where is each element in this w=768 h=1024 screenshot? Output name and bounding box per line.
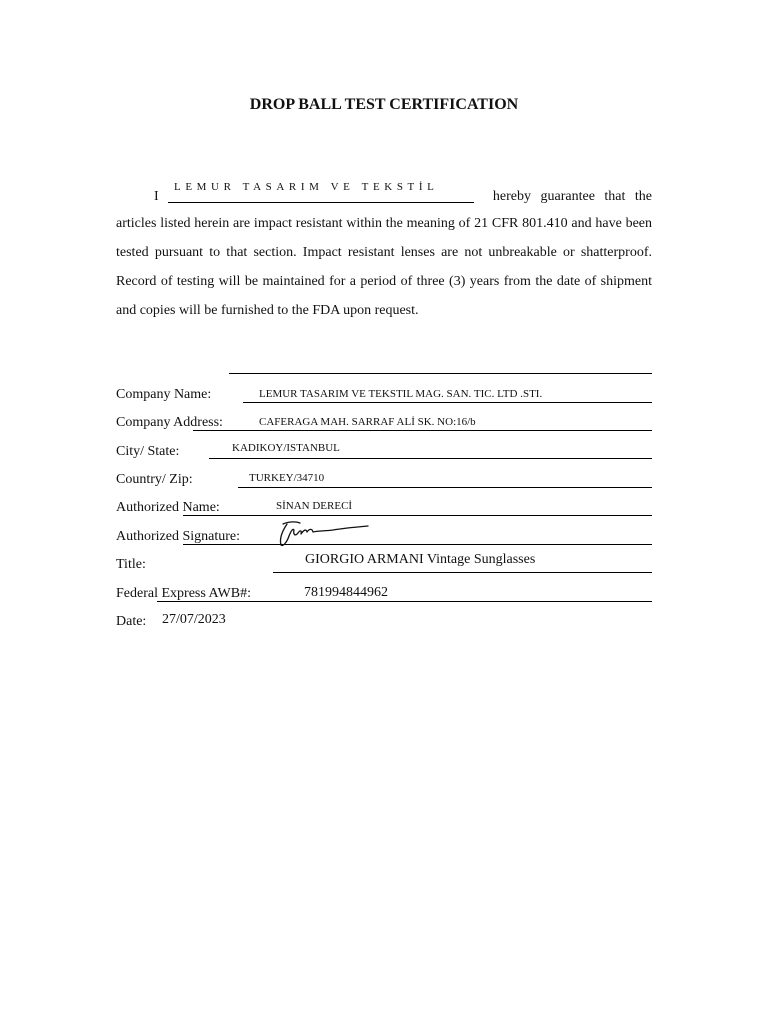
country-zip-underline: [238, 487, 652, 488]
date-value: 27/07/2023: [162, 612, 226, 627]
title-value: GIORGIO ARMANI Vintage Sunglasses: [305, 552, 536, 567]
fedex-awb-value: 781994844962: [304, 585, 388, 600]
company-name-label: Company Name:: [116, 387, 212, 402]
guarantor-name-underline: [168, 202, 474, 203]
city-state-label: City/ State:: [116, 444, 180, 459]
guarantee-paragraph: [116, 180, 652, 325]
guarantee-prefix: I: [154, 189, 159, 204]
signature-image: [273, 518, 373, 548]
guarantor-name: LEMUR TASARIM VE TEKSTİL: [174, 181, 439, 193]
title-underline: [273, 572, 652, 573]
company-name-value: LEMUR TASARIM VE TEKSTIL MAG. SAN. TIC. LTD .STI.: [259, 388, 543, 400]
authorized-name-value: SİNAN DERECİ: [276, 500, 353, 512]
document-title: DROP BALL TEST CERTIFICATION: [249, 96, 519, 113]
company-address-underline: [193, 430, 652, 431]
country-zip-label: Country/ Zip:: [116, 472, 193, 487]
guarantee-suffix: hereby guarantee that the: [492, 189, 652, 204]
company-address-label: Company Address:: [116, 415, 223, 430]
city-state-underline: [209, 458, 652, 459]
guarantee-body: articles listed herein are impact resistant within the meaning of 21 CFR 801.410 and have been tested pursuant to that section. Impact resistant lenses are not unbreakable or shatterproof. Record of testing will be maintained for a period of three (3) years from the date of shipment and copies will be furnished to the FDA upon request.: [116, 216, 652, 318]
company-name-underline: [243, 402, 652, 403]
fedex-awb-label: Federal Express AWB#:: [116, 586, 251, 601]
date-label: Date:: [116, 614, 147, 629]
company-address-value: CAFERAGA MAH. SARRAF ALİ SK. NO:16/b: [259, 416, 476, 428]
guarantee-first-line: [116, 180, 652, 209]
authorized-name-label: Authorized Name:: [116, 500, 220, 515]
country-zip-value: TURKEY/34710: [249, 472, 325, 484]
authorized-signature-underline: [183, 544, 652, 545]
authorized-signature-label: Authorized Signature:: [116, 529, 241, 544]
fedex-awb-underline: [157, 601, 652, 602]
authorized-name-underline: [183, 515, 652, 516]
city-state-value: KADIKOY/ISTANBUL: [232, 442, 340, 454]
separator-line: [229, 373, 652, 374]
title-label: Title:: [116, 557, 146, 572]
